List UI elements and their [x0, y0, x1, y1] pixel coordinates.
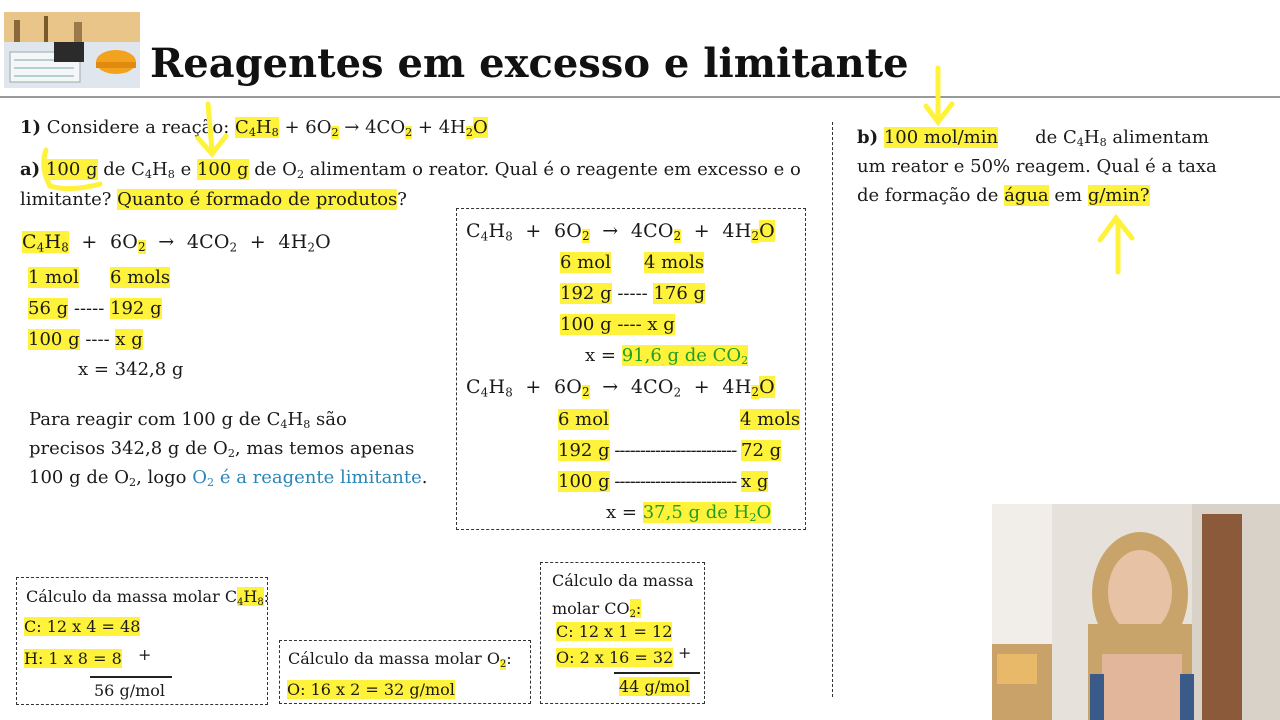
left-result: x = 342,8 g [78, 359, 184, 380]
question-1: 1) Considere a reação: $C_4H_8 + 6O_2 \to 4CO_2 + 4H_2O$ [20, 117, 488, 140]
box2-proportion-row: 100 g ------------------------ x g [558, 471, 769, 492]
left-mol-1: 1 mol [28, 267, 79, 288]
presenter-webcam [992, 504, 1280, 720]
left-proportion-row: 100 g ---- x g [28, 329, 143, 350]
part-a-label: a) [20, 159, 41, 180]
box2-mol-2: 4 mols [740, 409, 801, 430]
molar-c4h8-plus: + [138, 645, 152, 664]
molar-c4h8-sum-line [90, 676, 172, 678]
molar-c4h8-carbon: C: 12 x 4 = 48 [24, 617, 141, 636]
left-mass-row: 56 g ----- 192 g [28, 298, 162, 319]
molar-co2-title-1: Cálculo da massa [552, 571, 694, 590]
box2-result: x = 37,5 g de $H_2O$ [606, 502, 772, 525]
box1-mol-2: 4 mols [644, 252, 705, 273]
box1-equation: $C_4H_8 + 6O_2 \to 4CO_2 + 4H_2O$ [466, 220, 775, 244]
box2-equation: $C_4H_8 + 6O_2 \to 4CO_2 + 4H_2O$ [466, 376, 775, 400]
box1-mass-row: 192 g ----- 176 g [560, 283, 706, 304]
box2-mol-1: 6 mol [558, 409, 609, 430]
part-b-label: b) [857, 127, 879, 148]
left-equation: $C_4H_8 + 6O_2 \to 4CO_2 + 4H_2O$ [22, 231, 331, 255]
molar-c4h8-hydrogen: H: 1 x 8 = 8 [24, 649, 122, 668]
box2-mass-row: 192 g ------------------------ 72 g [558, 440, 782, 461]
box1-proportion-row: 100 g ---- x g [560, 314, 675, 335]
molar-co2-sum-line [614, 672, 700, 674]
molar-co2-plus: + [678, 643, 692, 662]
molar-c4h8-title: Cálculo da massa molar $C_4H_8$: [26, 587, 270, 608]
part-a-line-1: a) 100 g de $C_4H_8$ e 100 g de $O_2$ alimentam o reator. Qual é o reagente em excesso e o [20, 159, 801, 182]
box1-mol-1: 6 mol [560, 252, 611, 273]
left-mol-2: 6 mols [110, 267, 171, 288]
box1-result: x = 91,6 g de $CO_2$ [585, 345, 749, 368]
molar-co2-carbon: C: 12 x 1 = 12 [556, 622, 673, 641]
page-title: Reagentes em excesso e limitante [150, 40, 909, 87]
molar-o2-title: Cálculo da massa molar $O_2$: [288, 649, 512, 670]
question-intro: Considere a reação: [46, 117, 230, 138]
molar-co2-total: 44 g/mol [619, 677, 690, 696]
molar-o2-row: O: 16 x 2 = 32 g/mol [287, 680, 455, 699]
molar-c4h8-total: 56 g/mol [94, 681, 165, 700]
part-a-line-2: limitante? Quanto é formado de produtos? [20, 189, 407, 210]
molar-co2-title-2: molar $CO_2$: [552, 599, 642, 620]
conclusion-paragraph: Para reagir com 100 g de $C_4H_8$ são precisos 342,8 g de $O_2$, mas temos apenas 100 g de $O_2$, logo $O_2$ é a reagente limitante. [29, 409, 428, 490]
part-b-text: b) 100 mol/min de $C_4H_8$ alimentam um reator e 50% reagem. Qual é a taxa de formação de água em g/min? [857, 127, 1217, 206]
molar-co2-oxygen: O: 2 x 16 = 32 [556, 648, 674, 667]
question-number: 1) [20, 117, 42, 138]
